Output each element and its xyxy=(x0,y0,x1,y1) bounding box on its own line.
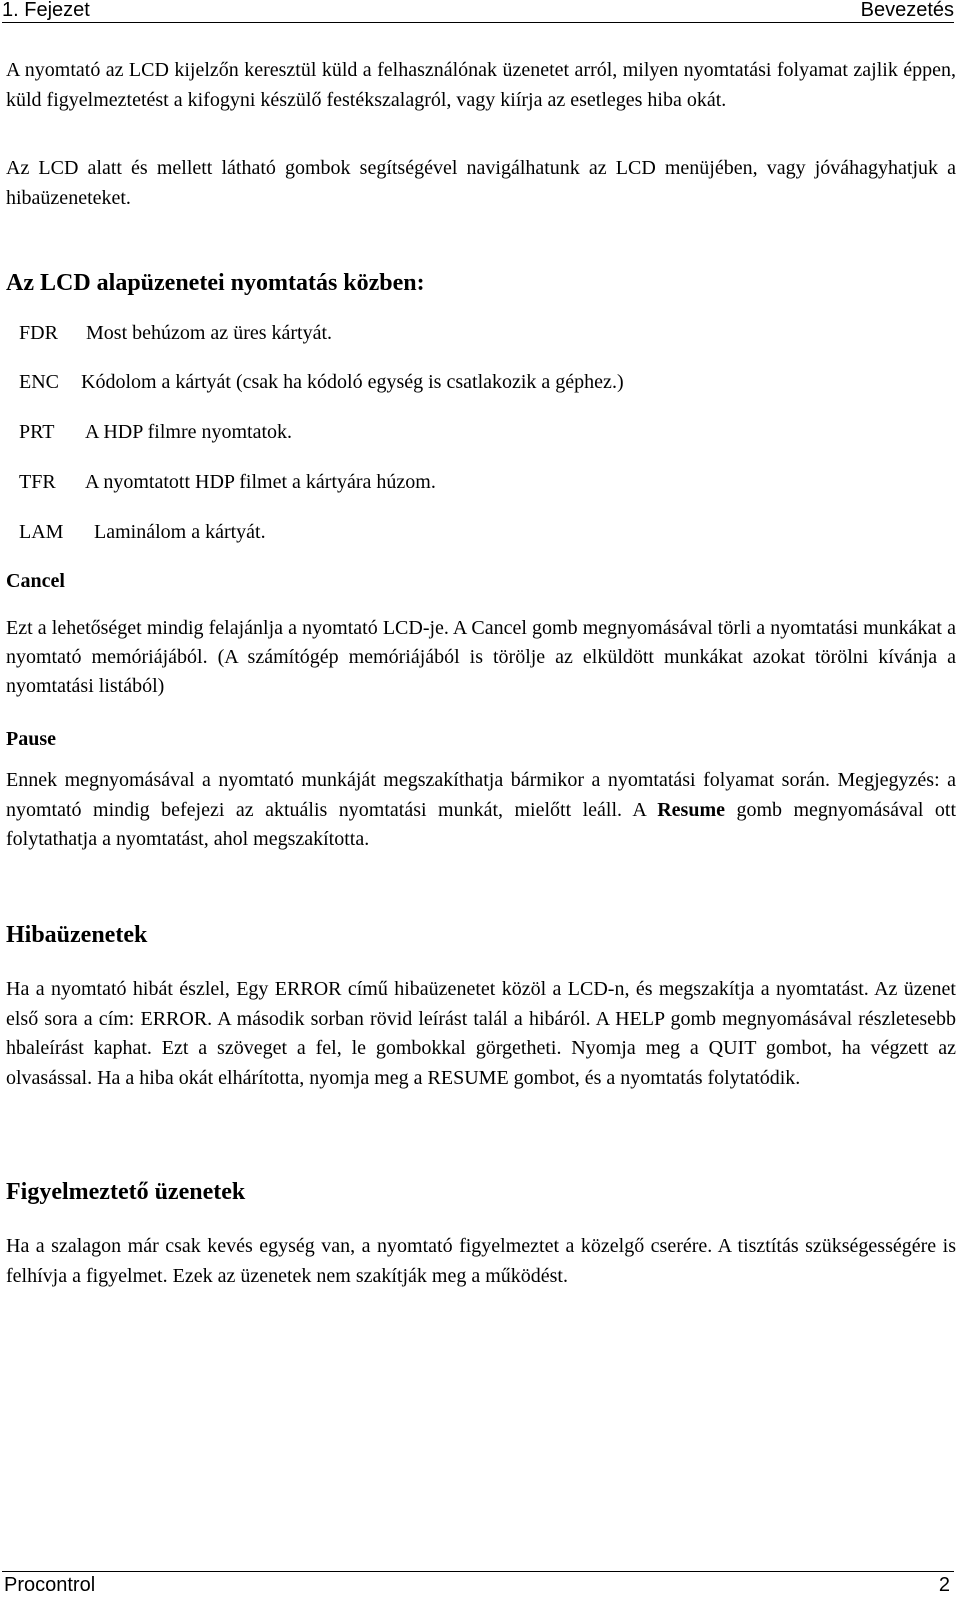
pause-text-2-pre: A xyxy=(632,798,658,821)
cancel-paragraph: Ezt a lehetőséget mindig felajánlja a nyomtató LCD-je. A Cancel gomb megnyomásával törli a nyomtatási munkákat a nyomtató memóriájából. (A számítógép memóriájából is törölje az elküldött munkákat azokat törölni kívánja a nyomtatási listából) xyxy=(6,617,956,697)
pause-paragraph xyxy=(6,766,956,855)
pause-text: Ennek megnyomásával a nyomtató munkáját megszakíthatja bármikor a nyomtatási folyamat során. Megjegyzés: a nyomtató mindig befejezi az aktuális nyomtatási munkát, mielőtt leáll. xyxy=(6,769,956,821)
warnings-paragraph: Ha a szalagon már csak kevés egység van, a nyomtató figyelmeztet a közelgő cserére. A tisztítás szükségességére is felhívja a figyelmet. Ezek az üzenetek nem szakítják meg a működést. xyxy=(6,1235,956,1287)
section-label: Bevezetés xyxy=(860,0,954,21)
message-desc: Kódolom a kártyát (csak ha kódoló egység is csatlakozik a géphez.) xyxy=(81,371,624,393)
lcd-message-prt xyxy=(19,419,292,445)
warnings-heading: Figyelmeztető üzenetek xyxy=(6,1179,246,1205)
cancel-heading: Cancel xyxy=(6,570,65,592)
message-desc: Most behúzom az üres kártyát. xyxy=(86,322,333,344)
intro-paragraph-2: Az LCD alatt és mellett látható gombok segítségével navigálhatunk az LCD menüjében, vagy jóváhagyhatjuk a hibaüzeneteket. xyxy=(6,157,956,209)
page-number: 2 xyxy=(938,1574,950,1596)
pause-heading: Pause xyxy=(6,728,56,750)
errors-heading: Hibaüzenetek xyxy=(6,922,148,948)
message-code: FDR xyxy=(19,322,58,344)
message-desc: A nyomtatott HDP filmet a kártyára húzom. xyxy=(85,471,436,493)
lcd-messages-heading: Az LCD alapüzenetei nyomtatás közben: xyxy=(6,270,425,296)
message-code: LAM xyxy=(19,521,64,543)
lcd-message-enc xyxy=(19,369,624,395)
footer-brand: Procontrol xyxy=(4,1574,96,1596)
message-desc: Laminálom a kártyát. xyxy=(94,521,266,543)
errors-paragraph: Ha a nyomtató hibát észlel, Egy ERROR című hibaüzenetet közöl a LCD-n, és megszakítja a nyomtatást. Az üzenet első sora a cím: ERROR. A második sorban rövid leírást talál a hibáról. A HELP gomb megnyomásával részletesebb hbaleírást kaphat. Ezt a szöveget a fel, le gombokkal görgetheti. Nyomja meg a QUIT gombot, ha végzett az olvasással. Ha a hiba okát elhárította, nyomja meg a RESUME gombot, és a nyomtatás folytatódik. xyxy=(6,978,956,1089)
page-header xyxy=(2,0,954,23)
intro-paragraph-1: A nyomtató az LCD kijelzőn keresztül küld a felhasználónak üzenetet arról, milyen nyomtatási folyamat zajlik éppen, küld figyelmeztetést a kifogyni készülő festékszalagról, vagy kiírja az esetleges hiba okát. xyxy=(6,59,956,111)
pause-text-2-post: gomb megnyomásával ott folytathatja a nyomtatást, ahol megszakította. xyxy=(6,798,957,850)
lcd-message-tfr xyxy=(19,469,436,495)
lcd-message-fdr xyxy=(19,320,332,346)
chapter-label: 1. Fejezet xyxy=(2,0,90,21)
message-desc: A HDP filmre nyomtatok. xyxy=(85,421,293,443)
lcd-message-lam xyxy=(19,519,266,545)
message-code: PRT xyxy=(19,421,55,443)
page-footer xyxy=(2,1571,954,1598)
resume-keyword: Resume xyxy=(657,798,725,821)
message-code: TFR xyxy=(19,471,56,493)
message-code: ENC xyxy=(19,371,59,393)
